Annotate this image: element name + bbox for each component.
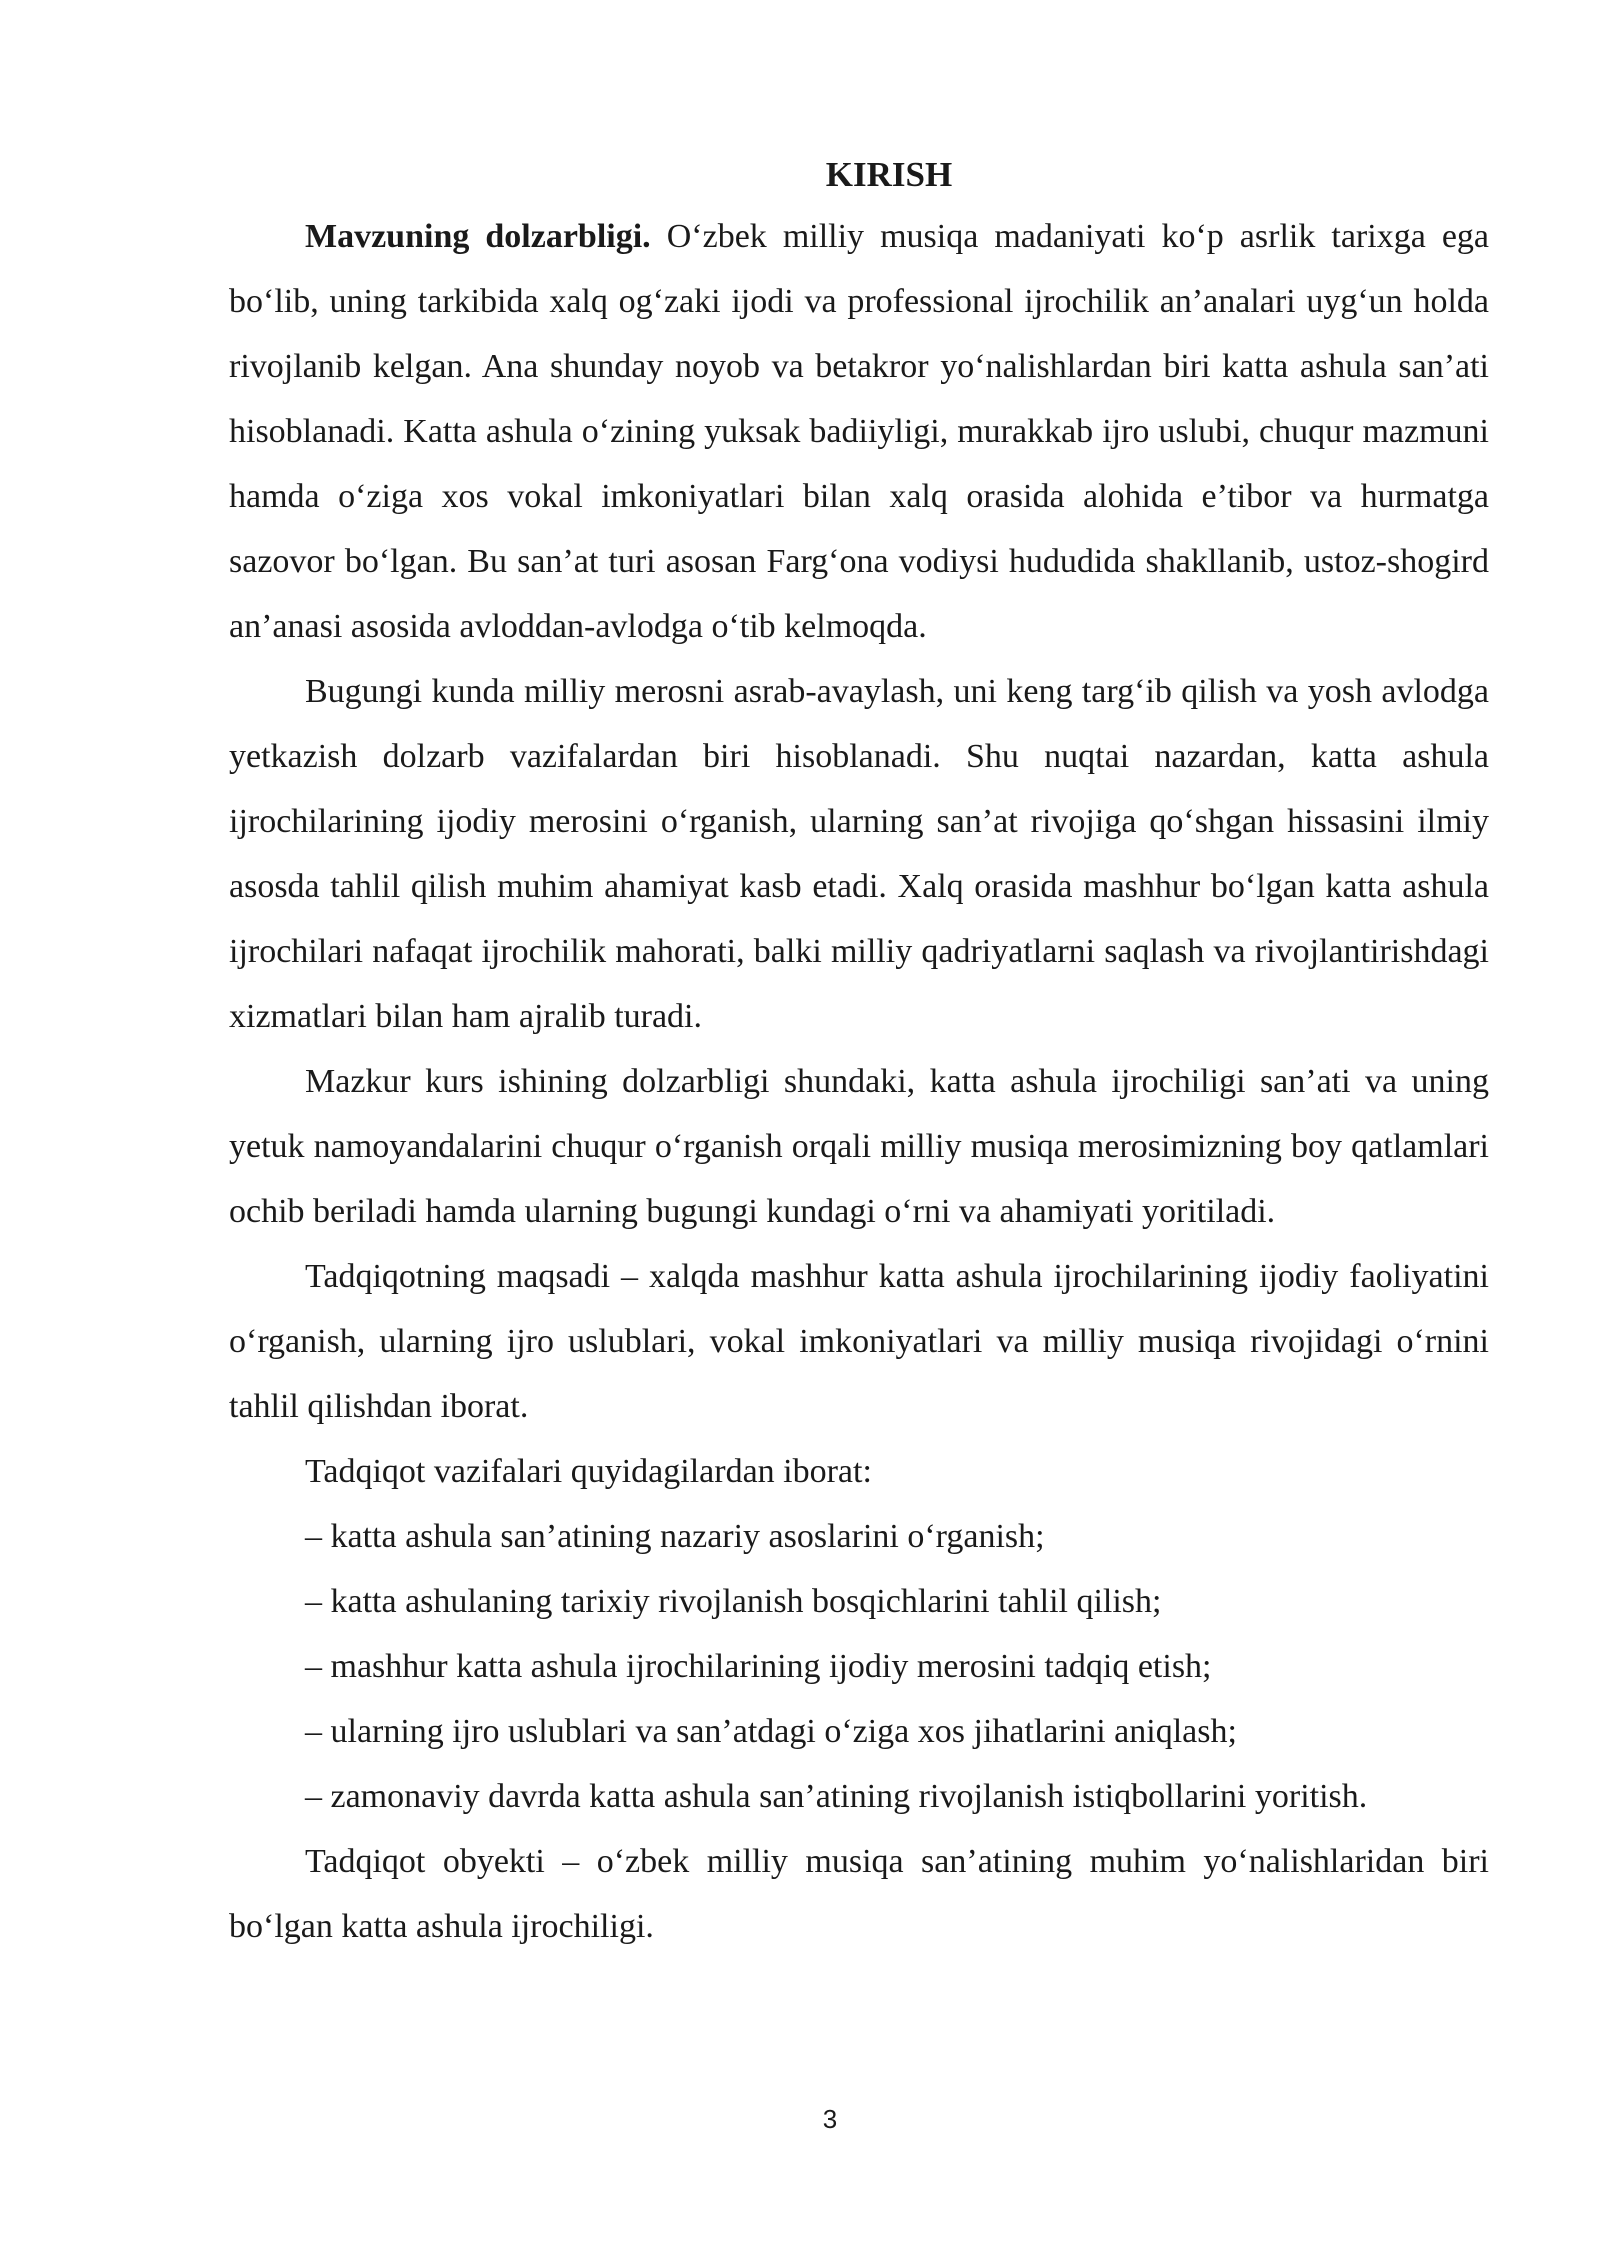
section-heading: KIRISH: [825, 155, 953, 194]
paragraph-research-goal: Tadqiqotning maqsadi – xalqda mashhur katta ashula ijrochilarining ijodiy faoliyatini o‘rganish, ularning ijro uslublari, vokal imkoniyatlari va milliy musiqa rivojidagi o‘rnini tahlil qilishdan iborat.: [229, 1258, 1489, 1425]
page-number: 3: [822, 2104, 838, 2134]
task-list-item: – zamonaviy davrda katta ashula san’atining rivojlanish istiqbollarini yoritish.: [305, 1778, 1368, 1815]
task-list-item: – mashhur katta ashula ijrochilarining ijodiy merosini tadqiq etish;: [305, 1648, 1212, 1685]
task-list-item: – katta ashula san’atining nazariy asoslarini o‘rganish;: [305, 1518, 1045, 1555]
task-list-item: – ularning ijro uslublari va san’atdagi o‘ziga xos jihatlarini aniqlash;: [305, 1713, 1237, 1750]
paragraph-research-tasks-intro: Tadqiqot vazifalari quyidagilardan iborat:: [305, 1453, 872, 1490]
paragraph-lead-bold: Mavzuning dolzarbligi.: [305, 218, 651, 255]
task-list-item: – katta ashulaning tarixiy rivojlanish bosqichlarini tahlil qilish;: [305, 1583, 1162, 1620]
paragraph-heritage: Bugungi kunda milliy merosni asrab-avaylash, uni keng targ‘ib qilish va yosh avlodga yetkazish dolzarb vazifalardan biri hisoblanadi. Shu nuqtai nazardan, katta ashula ijrochilarining ijodiy merosini o‘rganish, ularning san’at rivojiga qo‘shgan hissasini ilmiy asosda tahlil qilish muhim ahamiyat kasb etadi. Xalq orasida mashhur bo‘lgan katta ashula ijrochilari nafaqat ijrochilik mahorati, balki milliy qadriyatlarni saqlash va rivojlantirishdagi xizmatlari bilan ham ajralib turadi.: [229, 673, 1489, 1035]
paragraph-text: O‘zbek milliy musiqa madaniyati ko‘p asrlik tarixga ega bo‘lib, uning tarkibida xalq og‘zaki ijodi va professional ijrochilik an’analari uyg‘un holda rivojlanib kelgan. Ana shunday noyob va betakror yo‘nalishlardan biri katta ashula san’ati hisoblanadi. Katta ashula o‘zining yuksak badiiyligi, murakkab ijro uslubi, chuqur mazmuni hamda o‘ziga xos vokal imkoniyatlari bilan xalq orasida alohida e’tibor va hurmatga sazovor bo‘lgan. Bu san’at turi asosan Farg‘ona vodiysi hududida shakllanib, ustoz-shogird an’anasi asosida avloddan-avlodga o‘tib kelmoqda.: [229, 218, 1490, 645]
paragraph-course-relevance: Mazkur kurs ishining dolzarbligi shundaki, katta ashula ijrochiligi san’ati va uning yetuk namoyandalarini chuqur o‘rganish orqali milliy musiqa merosimizning boy qatlamlari ochib beriladi hamda ularning bugungi kundagi o‘rni va ahamiyati yoritiladi.: [229, 1063, 1489, 1230]
document-page: [229, 148, 1489, 1959]
paragraph-relevance: [229, 204, 1489, 659]
paragraph-research-object: Tadqiqot obyekti – o‘zbek milliy musiqa san’atining muhim yo‘nalishlaridan biri bo‘lgan katta ashula ijrochiligi.: [229, 1843, 1489, 1945]
